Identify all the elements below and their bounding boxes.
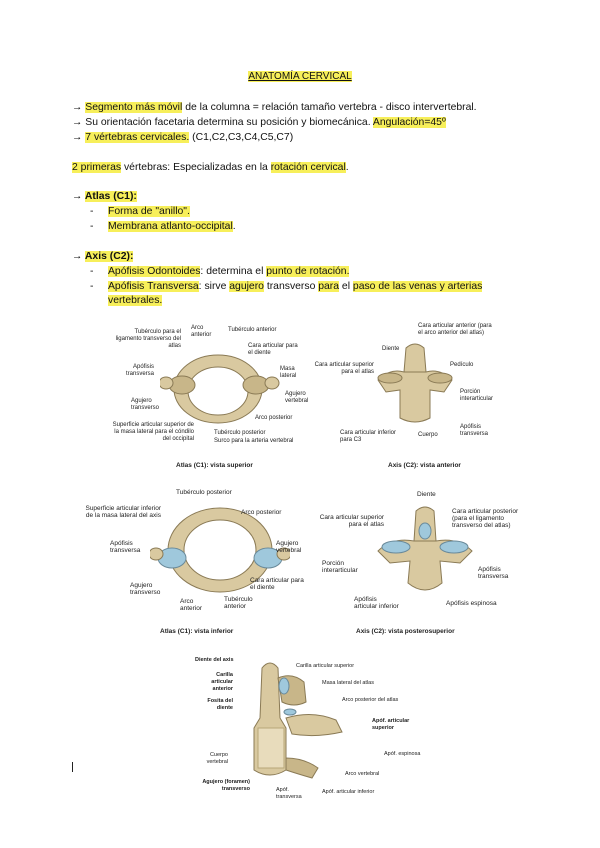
- label-carilla-anterior: Carilla articular anterior: [211, 672, 233, 692]
- label-diente-1: Diente: [382, 346, 400, 352]
- label-apof-transversa: Apóf. transversa: [276, 787, 302, 800]
- axis-heading: → Axis (C2):: [72, 251, 134, 262]
- label-surco-arteria: Surco para la arteria vertebral: [214, 438, 294, 444]
- label-masa-lateral: Masa lateral: [280, 366, 297, 379]
- label-cara-diente-2: Cara articular para el diente: [250, 577, 304, 591]
- text-cursor-marker: [72, 762, 73, 772]
- label-tuberculo-ligamento: Tubérculo para el ligamento transverso del atlas: [115, 329, 181, 349]
- label-cara-arco-anterior: Cara articular anterior (para el arco anterior del atlas): [418, 323, 492, 336]
- caption-atlas-superior: Atlas (C1): vista superior: [176, 462, 253, 469]
- label-carilla-superior: Carilla articular superior: [296, 663, 355, 669]
- label-superficie-inferior: Superficie articular inferior de la masa lateral del axis: [85, 505, 161, 519]
- label-agujero-vertebral-2: Agujero vertebral: [276, 540, 302, 554]
- axis-anterior-illustration: [370, 340, 460, 440]
- label-arco-anterior: Arco anterior: [191, 325, 212, 338]
- label-cara-posterior: Cara articular posterior (para el ligamento transverso del atlas): [452, 508, 519, 529]
- label-tuberculo-posterior-1: Tubérculo posterior: [214, 430, 266, 436]
- label-cara-superior-atlas-1: Cara articular superior para el atlas: [314, 362, 374, 375]
- intro-line-2: → Su orientación facetaria determina su posición y biomecánica. Angulación=45º: [72, 117, 446, 128]
- label-porcion-interarticular-1: Porción interarticular: [460, 389, 494, 402]
- label-apofisis-transversa-1: Apófisis transversa: [125, 364, 154, 377]
- label-tuberculo-posterior-2: Tubérculo posterior: [176, 489, 232, 496]
- label-apofisis-transversa-3: Apófisis transversa: [110, 540, 141, 554]
- label-agujero-transverso-1: Agujero transverso: [131, 398, 160, 411]
- atlas-heading: → Atlas (C1):: [72, 191, 137, 202]
- intro-line-3: → 7 vértebras cervicales. (C1,C2,C3,C4,C5,C7): [72, 132, 294, 143]
- label-agujero-transverso-2: Agujero transverso: [130, 582, 161, 596]
- intro-line-1: → Segmento más móvil de la columna = relación tamaño vertebra - disco intervertebral.: [72, 102, 477, 113]
- label-fosita-diente: Fosita del diente: [207, 698, 233, 711]
- label-porcion-interarticular-2: Porción interarticular: [322, 560, 358, 574]
- label-apof-espinosa: Apóf. espinosa: [384, 751, 421, 757]
- label-diente-2: Diente: [417, 491, 436, 498]
- label-agujero-vertebral-1: Agujero vertebral: [285, 391, 309, 404]
- label-apofisis-articular-inferior: Apófisis articular inferior: [354, 596, 399, 610]
- label-arco-posterior-1: Arco posterior: [255, 415, 293, 421]
- label-apof-articular-inferior: Apóf. articular inferior: [322, 789, 375, 795]
- label-apofisis-transversa-4: Apófisis transversa: [478, 566, 509, 580]
- label-arco-posterior-2: Arco posterior: [241, 509, 282, 516]
- label-apof-articular-superior: Apóf. articular superior: [372, 718, 410, 731]
- label-cara-inferior-c3: Cara articular inferior para C3: [340, 430, 397, 443]
- label-cara-diente: Cara articular para el diente: [248, 343, 298, 356]
- label-pediculo: Pedículo: [450, 362, 474, 368]
- caption-atlas-inferior: Atlas (C1): vista inferior: [160, 628, 234, 635]
- label-agujero-transverso-3: Agujero (foramen) transverso: [202, 779, 250, 792]
- label-apofisis-transversa-2: Apófisis transversa: [460, 424, 489, 437]
- label-apofisis-espinosa: Apófisis espinosa: [446, 600, 497, 607]
- label-arco-posterior-atlas: Arco posterior del atlas: [342, 697, 399, 703]
- first-two-line: 2 primeras vértebras: Especializadas en la rotación cervical.: [72, 162, 349, 173]
- caption-axis-anterior: Axis (C2): vista anterior: [388, 462, 461, 469]
- label-tuberculo-anterior-2: Tubérculo anterior: [224, 596, 253, 610]
- page-title: ANATOMÍA CERVICAL: [248, 71, 352, 82]
- page: ANATOMÍA CERVICAL → Segmento más móvil de la columna = relación tamaño vertebra - disco intervertebral. → Su orientación facetaria determina su posición y biomecánica. Angulación=45º → 7 vértebras cervicales. (C1,C2,C3,C4,C5,C7) 2 primeras vértebras: Especializadas en la rotación cervical. → Atlas (C1): - Forma de "anillo". - Membrana atlanto-occipital. → Axis (C2): - Apófisis Odontoides: determina el punto de rotación. - Apófisis Transversa: sirve agujero transverso para el paso de las venas y arterias vertebrales. Tubérculo para el ligamento transverso del atlas Arco anterior Tubérculo anterior Cara articular para el diente Apófisis transversa Masa lateral Agujero vertebral Agujero transverso Arco posterior Superficie articular superior de la masa lateral para el cóndilo del occipital Tubérculo posterior Surco para la arteria vertebral Atlas (C1): vista superior Cara articular anterior (para el arco anterior del atlas) Diente Cara articular superior para el atlas Pedículo Porción interarticular Cara articular inferior para C3 Cuerpo Apófisis transversa Axis (C2): vista anterior Tubérculo posterior Arco posterior Superficie articular inferior de la masa lateral del axis Apófisis transversa Agujero vertebral Agujero transverso Cara articular para el diente Arco anterior Tubérculo anterior Atlas (C1): vista inferior Diente Cara articular superior para el atlas Cara articular posterior (para el ligamento transverso del atlas) Porción interarticular Apófisis transversa Apófisis articular inferior Apófisis espinosa Axis (C2): vista posterosuperior Diente del axis Carilla articular anterior Fosita del diente Cuerpo vertebral Agujero (foramen) transverso Carilla articular superior Masa lateral del atlas Arco posterior del atlas Apóf. articular superior Apóf. espinosa Arco vertebral Apóf. articular inferior Apóf. transversa: [0, 0, 600, 848]
- label-arco-anterior-2: Arco anterior: [180, 598, 203, 612]
- label-cuerpo-vertebral: Cuerpo vertebral: [206, 752, 228, 765]
- label-cara-superior-atlas-2: Cara articular superior para el atlas: [319, 514, 384, 528]
- label-superficie-superior: Superficie articular superior de la masa lateral para el cóndilo del occipital: [112, 422, 194, 442]
- label-arco-vertebral: Arco vertebral: [345, 771, 380, 777]
- label-tuberculo-anterior: Tubérculo anterior: [228, 327, 277, 333]
- label-masa-lateral-atlas: Masa lateral del atlas: [322, 680, 374, 686]
- atlas-axis-sagittal-illustration: [232, 658, 352, 788]
- label-cuerpo: Cuerpo: [418, 432, 438, 438]
- label-diente-axis: Diente del axis: [195, 657, 234, 663]
- caption-axis-posterosuperior: Axis (C2): vista posterosuperior: [356, 628, 455, 635]
